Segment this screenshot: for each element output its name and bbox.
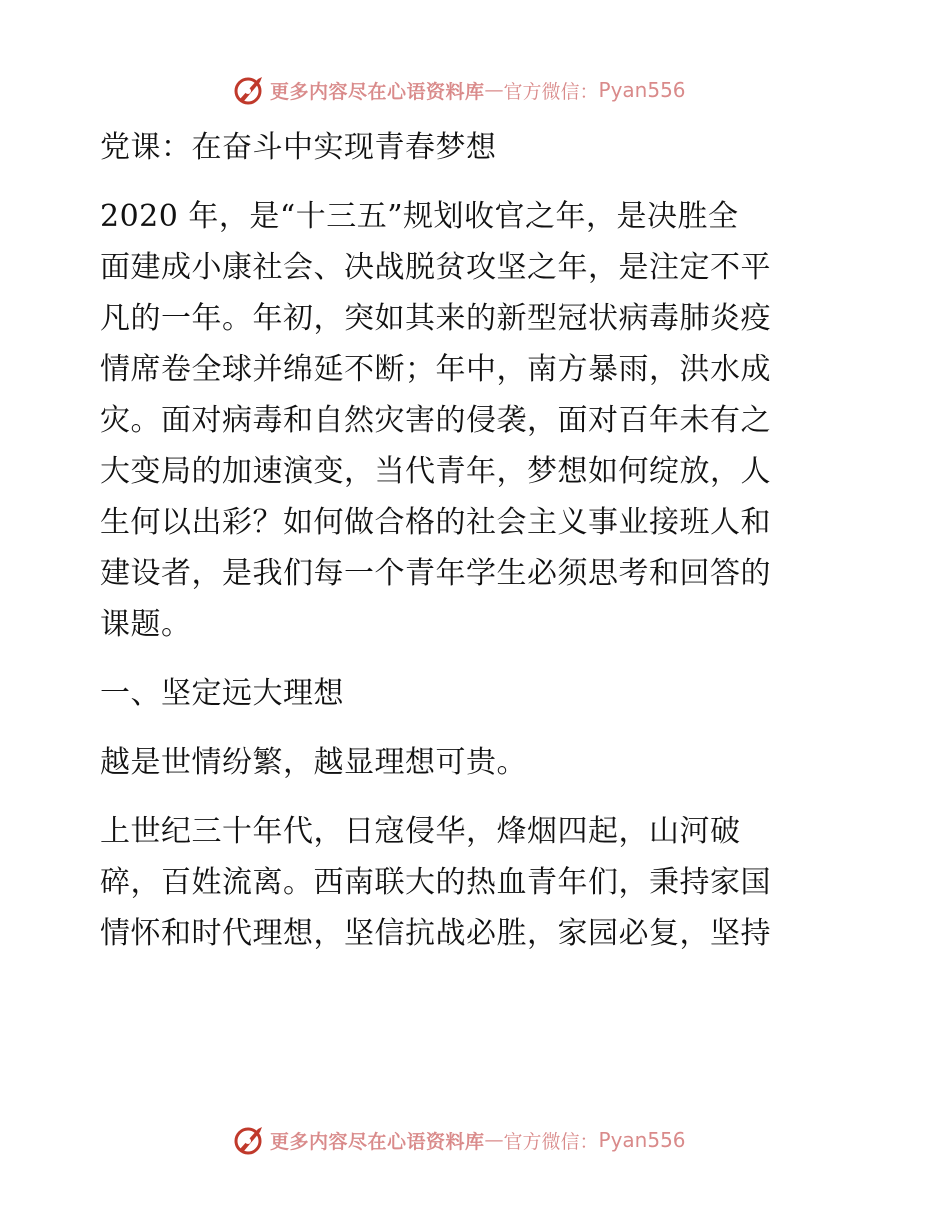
paragraph-2: 越是世情纷繁，越显理想可贵。 bbox=[100, 745, 527, 780]
paragraph-line: 上世纪三十年代，日寇侵华，烽烟四起，山河破 bbox=[100, 814, 741, 849]
paragraph-line: 灾。面对病毒和自然灾害的侵袭，面对百年未有之 bbox=[100, 403, 771, 438]
banner-text: 更多内容尽在心语资料库 bbox=[270, 80, 485, 103]
banner-wechat-id: Pyan556 bbox=[598, 78, 686, 102]
paragraph-line: 生何以出彩？如何做合格的社会主义事业接班人和 bbox=[100, 505, 771, 540]
paragraph-line: 情席卷全球并绵延不断；年中，南方暴雨，洪水成 bbox=[100, 352, 771, 387]
paragraph-line: 建设者，是我们每一个青年学生必须思考和回答的 bbox=[100, 556, 771, 591]
paragraph-line: 碎，百姓流离。西南联大的热血青年们，秉持家国 bbox=[100, 865, 771, 900]
quill-circle-logo-icon bbox=[232, 73, 266, 107]
document-title: 党课：在奋斗中实现青春梦想 bbox=[100, 130, 497, 165]
paragraph-line: 2020 年，是“十三五”规划收官之年，是决胜全 bbox=[100, 199, 739, 234]
paragraph-line: 面建成小康社会、决战脱贫攻坚之年，是注定不平 bbox=[100, 250, 771, 285]
banner-dash: — bbox=[484, 1129, 504, 1151]
paragraph-line: 课题。 bbox=[100, 607, 192, 642]
banner-wechat-label: 官方微信： bbox=[503, 1130, 599, 1153]
banner-dash: — bbox=[484, 79, 504, 101]
document-body bbox=[100, 122, 860, 959]
quill-circle-logo-icon bbox=[232, 1123, 266, 1157]
paragraph-3 bbox=[100, 806, 860, 959]
section-heading: 一、坚定远大理想 bbox=[100, 676, 344, 711]
paragraph-1 bbox=[100, 191, 860, 650]
banner-wechat-id: Pyan556 bbox=[598, 1128, 686, 1152]
paragraph-line: 凡的一年。年初，突如其来的新型冠状病毒肺炎疫 bbox=[100, 301, 771, 336]
paragraph-line: 情怀和时代理想，坚信抗战必胜，家园必复，坚持 bbox=[100, 916, 771, 951]
banner-text: 更多内容尽在心语资料库 bbox=[270, 1130, 485, 1153]
banner-wechat-label: 官方微信： bbox=[503, 80, 599, 103]
paragraph-line: 大变局的加速演变，当代青年，梦想如何绽放，人 bbox=[100, 454, 771, 489]
header-banner bbox=[232, 72, 686, 108]
footer-banner bbox=[232, 1122, 686, 1158]
